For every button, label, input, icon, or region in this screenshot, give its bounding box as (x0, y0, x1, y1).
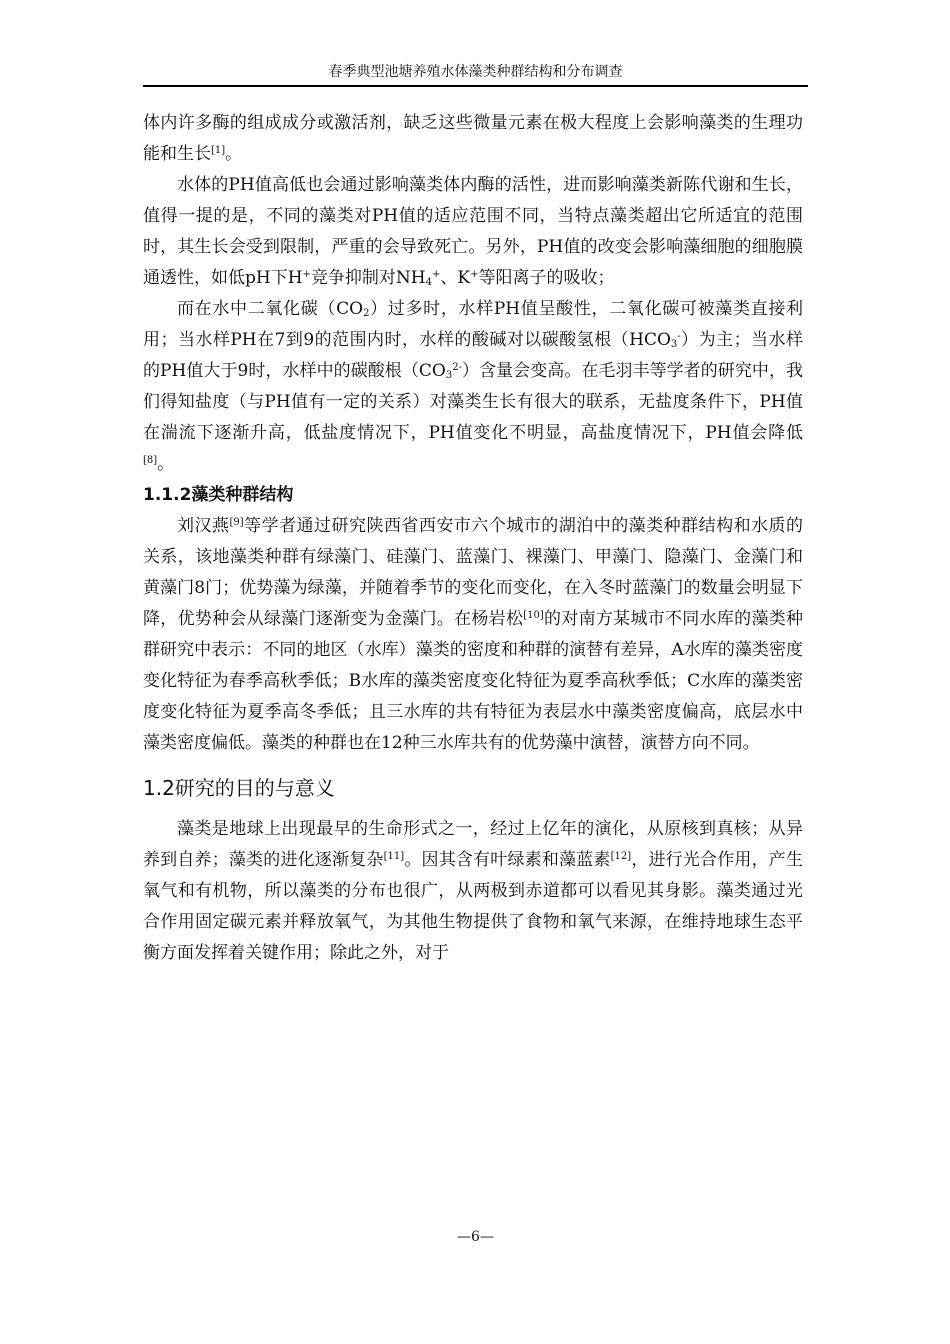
citation-ref: [9] (229, 517, 244, 528)
section-heading-1-1-2: 1.1.2藻类种群结构 (143, 485, 294, 505)
paragraph-purpose: 藻类是地球上出现最早的生命形式之一，经过上亿年的演化，从原核到真核；从异养到自养；藻类的进化逐渐复杂[11]。因其含有叶绿素和藻蓝素[12]，进行光合作用，产生氧气和有机物，所以藻类的分布也很广，从两极到赤道都可以看见其身影。藻类通过光合作用固定碳元素并释放氧气，为其他生物提供了食物和氧气来源，在维持地球生态平衡方面发挥着关键作用；除此之外，对于 (143, 819, 803, 963)
citation-ref: [11] (383, 851, 405, 862)
page-number: —6— (457, 1229, 494, 1245)
paragraph-ph-enzymes: 水体的PH值高低也会通过影响藻类体内酶的活性，进而影响藻类新陈代谢和生长，值得一提的是，不同的藻类对PH值的适应范围不同，当特点藻类超出它所适宜的范围时，其生长会受到限制，严重的会导致死亡。另外，PH值的改变会影响藻细胞的细胞膜通透性，如低pH下H+竞争抑制对$NH_4^+$、K+等阳离子的吸收； (143, 175, 803, 288)
paragraph-co2-ph: 而在水中二氧化碳$(CO_2)$过多时，水样PH值呈酸性，二氧化碳可被藻类直接利用；当水样PH在7到9的范围内时，水样的酸碱对以碳酸氢根$(HCO_3^-)$为主；当水样的PH值大于9时，水样中的碳酸根$(CO_3^{2-})$含量会变高。在毛羽丰等学者的研究中，我们得知盐度（与PH值有一定的关系）对藻类生长有很大的联系，无盐度条件下，PH值在湍流下逐渐升高，低盐度情况下，PH值变化不明显，高盐度情况下，PH值会降低[8]。 (143, 299, 803, 474)
paragraph-population-structure: 刘汉燕[9]等学者通过研究陕西省西安市六个城市的湖泊中的藻类种群结构和水质的关系，该地藻类种群有绿藻门、硅藻门、蓝藻门、裸藻门、甲藻门、隐藻门、金藻门和黄藻门8门；优势藻为绿藻，并随着季节的变化而变化，在入冬时蓝藻门的数量会明显下降，优势种会从绿藻门逐渐变为金藻门。在杨岩松[10]的对南方某城市不同水库的藻类种群研究中表示：不同的地区（水库）藻类的密度和种群的演替有差异，A水库的藻类密度变化特征为春季高秋季低；B水库的藻类密度变化特征为夏季高秋季低；C水库的藻类密度变化特征为夏季高冬季低；且三水库的共有特征为表层水中藻类密度偏高，底层水中藻类密度偏低。藻类的种群也在12种三水库共有的优势藻中演替，演替方向不同。 (143, 516, 804, 753)
citation-ref: [1] (211, 145, 226, 156)
citation-ref: [8] (143, 455, 158, 466)
section-heading-1-2: 1.2研究的目的与意义 (143, 776, 335, 800)
citation-ref: [12] (610, 851, 632, 862)
paragraph-trace-elements: 体内许多酶的组成成分或激活剂，缺乏这些微量元素在极大程度上会影响藻类的生理功能和生长[1]。 (143, 113, 803, 164)
header-rule (143, 85, 808, 87)
page-header: 春季典型池塘养殖水体藻类种群结构和分布调查 (328, 64, 623, 80)
citation-ref: [10] (523, 610, 544, 621)
document-body (143, 108, 803, 969)
